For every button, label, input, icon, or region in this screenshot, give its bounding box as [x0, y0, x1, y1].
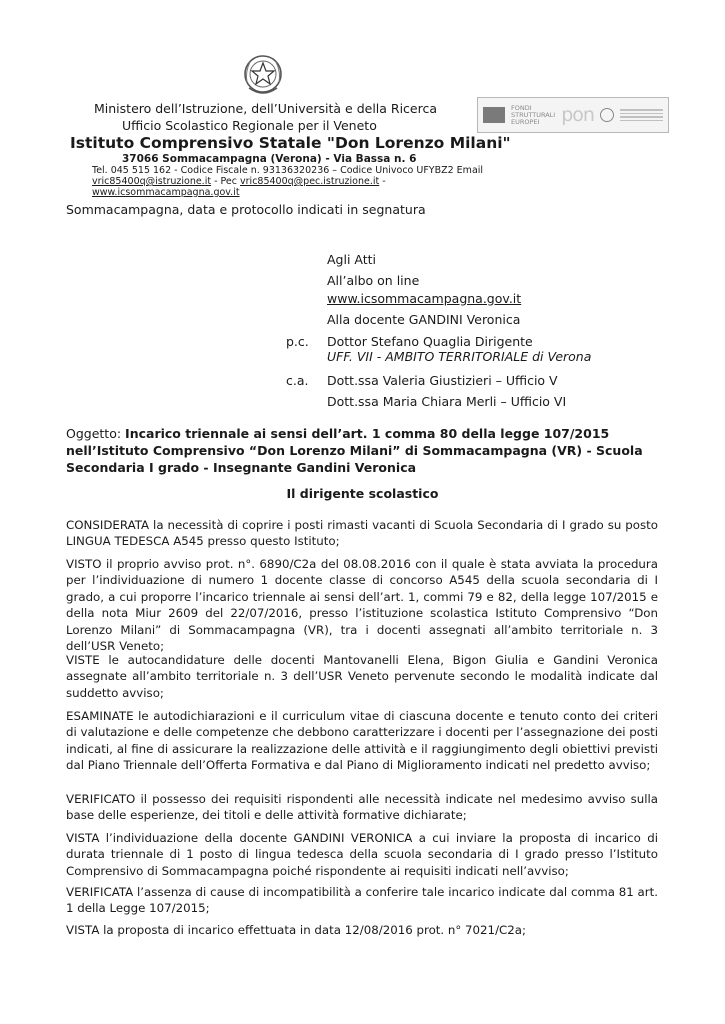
school-address: 37066 Sommacampagna (Verona) - Via Bassa n. 6 — [122, 153, 417, 165]
eu-flag-icon — [483, 107, 505, 123]
contact-email-line — [92, 176, 492, 187]
fondi-strutturali-mark: FONDI STRUTTURALI EUROPEI — [511, 103, 556, 126]
ministry-name: Ministero dell’Istruzione, dell’Università e della Ricerca — [94, 101, 438, 116]
pon-logo-banner — [477, 97, 669, 133]
section-heading: Il dirigente scolastico — [286, 486, 439, 501]
contact-website-line — [92, 187, 492, 198]
paragraph-viste: VISTE le autocandidature delle docenti Mantovanelli Elena, Bigon Giulia e Gandini Veronica assegnate all’ambito territoriale n. 3 dell’USR Veneto pervenute secondo le modalità indicate dal suddetto avviso; — [66, 653, 658, 700]
recipient-atti: Agli Atti — [327, 252, 377, 267]
email-link[interactable]: vric85400q@istruzione.it — [92, 176, 212, 187]
regional-office-name: Ufficio Scolastico Regionale per il Veneto — [122, 118, 377, 133]
paragraph-visto: VISTO il proprio avviso prot. n°. 6890/C2a del 08.08.2016 con il quale è stata avviata la procedura per l’individuazione di numero 1 docente classe di concorso A545 della scuola secondaria di I grado, a cui proporre l’incarico triennale ai sensi dell’art. 1, commi 79 e 82, della legge 107/2015 e della nota Miur 2609 del 22/07/2016, presso l’istituzione scolastica Istituto Comprensivo “Don Lorenzo Milani” di Sommacampagna (VR), tra i docenti assegnati all’ambito territoriale n. 3 dell’USR Veneto; — [66, 557, 658, 654]
ca-recipient-1: Dott.ssa Valeria Giustizieri – Ufficio V — [327, 373, 558, 388]
paragraph-verificata: VERIFICATA l’assenza di cause di incompatibilità a conferire tale incarico indicate dal comma 81 art. 1 della Legge 107/2015; — [66, 885, 658, 916]
paragraph-vista-proposta: VISTA la proposta di incarico effettuata in data 12/08/2016 prot. n° 7021/C2a; — [66, 923, 526, 937]
subject-label: Oggetto: — [66, 426, 122, 441]
ca-label: c.a. — [286, 373, 309, 388]
pc-office: UFF. VII - AMBITO TERRITORIALE di Verona — [327, 349, 592, 364]
school-name: Istituto Comprensivo Statale "Don Lorenzo Milani" — [70, 134, 511, 152]
logo-caption-lines — [620, 109, 663, 121]
place-and-date-line: Sommacampagna, data e protocollo indicati in segnatura — [66, 202, 426, 217]
ministry-logo-icon — [600, 108, 614, 122]
ca-recipient-2: Dott.ssa Maria Chiara Merli – Ufficio VI — [327, 394, 567, 409]
paragraph-verificato: VERIFICATO il possesso dei requisiti rispondenti alle necessità indicate nel medesimo avviso sulla base delle esperienze, dei titoli e delle attività formative dichiarate; — [66, 792, 658, 823]
recipient-albo: All’albo on line — [327, 273, 420, 288]
website-link[interactable]: www.icsommacampagna.gov.it — [92, 187, 240, 198]
italian-republic-emblem-icon — [241, 52, 285, 98]
pec-label: - Pec — [211, 176, 241, 187]
recipient-site-link[interactable]: www.icsommacampagna.gov.it — [327, 291, 522, 306]
contact-phone-line: Tel. 045 515 162 - Codice Fiscale n. 93136320236 – Codice Univoco UFYBZ2 Email — [92, 165, 484, 176]
paragraph-considerata: CONSIDERATA la necessità di coprire i posti rimasti vacanti di Scuola Secondaria di I grado su posto LINGUA TEDESCA A545 presso questo Istituto; — [66, 518, 658, 549]
subject-text: Incarico triennale ai sensi dell’art. 1 comma 80 della legge 107/2015 nell’Istituto Comprensivo “Don Lorenzo Milani” di Sommacampagna (VR) - Scuola Secondaria I grado - Insegnante Gandini Veronica — [66, 426, 643, 475]
pon-logo-icon: pon — [561, 104, 594, 126]
pc-name: Dottor Stefano Quaglia Dirigente — [327, 334, 533, 349]
pec-separator: - — [379, 176, 386, 187]
pc-label: p.c. — [286, 334, 309, 349]
recipient-teacher: Alla docente GANDINI Veronica — [327, 312, 521, 327]
paragraph-vista-individuazione: VISTA l’individuazione della docente GANDINI VERONICA a cui inviare la proposta di incarico di durata triennale di 1 posto di lingua tedesca della scuola secondaria di I grado presso l’Istituto Comprensivo di Sommacampagna poiché rispondente ai requisiti indicati nell’avviso; — [66, 831, 658, 878]
subject-block — [66, 425, 666, 476]
pec-link[interactable]: vric85400q@pec.istruzione.it — [240, 176, 380, 187]
paragraph-esaminate: ESAMINATE le autodichiarazioni e il curriculum vitae di ciascuna docente e tenuto conto dei criteri di valutazione e delle competenze che debbono caratterizzare i docenti per l’assegnazione dei posti indicati, al fine di assicurare la realizzazione delle attività e il raggiungimento degli obiettivi previsti dal Piano Triennale dell’Offerta Formativa e dal Piano di Miglioramento indicati nel predetto avviso; — [66, 709, 658, 773]
